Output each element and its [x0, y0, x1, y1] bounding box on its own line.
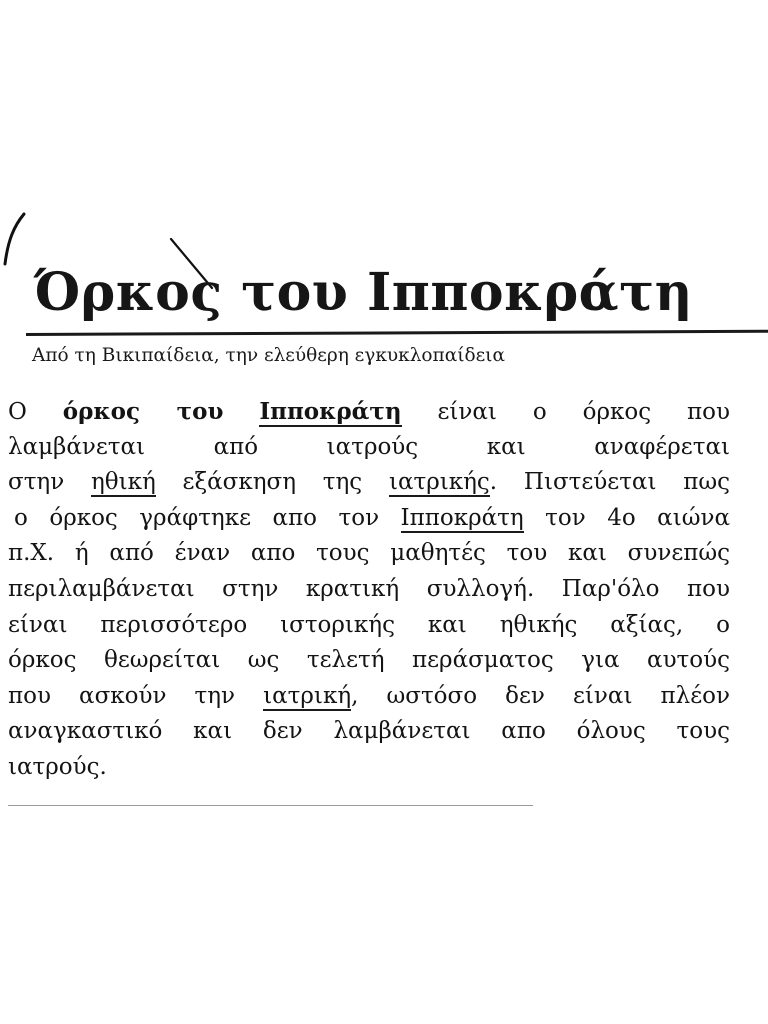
- body-text-segment: περιλαμβάνεται στην κρατική συλλογή. Παρ'όλο που: [8, 575, 730, 602]
- body-line: [8, 501, 730, 537]
- article-subtitle: Από τη Βικιπαίδεια, την ελεύθερη εγκυκλοπαίδεια: [32, 345, 505, 366]
- body-text-segment: που ασκούν την: [8, 682, 264, 709]
- body-text-segment: είναι ο όρκος που: [401, 399, 731, 425]
- article-title: Όρκος του Ιπποκράτη: [34, 262, 693, 323]
- body-text-segment: αναγκαστικό και δεν λαμβάνεται απο όλους τους: [8, 718, 730, 745]
- article-body: [8, 394, 730, 786]
- body-text-segment: Ο: [8, 399, 63, 425]
- body-line: [8, 608, 730, 644]
- body-text-segment: τον 4ο αιώνα: [523, 504, 730, 531]
- body-line: [8, 714, 730, 750]
- body-line: [8, 750, 730, 786]
- link-hippocrates[interactable]: Ιπποκράτη: [259, 398, 402, 425]
- body-line: [8, 536, 730, 572]
- body-text-segment: , ωστόσο δεν είναι πλέον: [351, 682, 730, 709]
- body-text-segment: όρκος θεωρείται ως τελετή περάσματος για αυτούς: [8, 647, 730, 674]
- link-medicine[interactable]: ιατρικής: [388, 469, 490, 496]
- link-hippocrates[interactable]: Ιπποκράτη: [400, 504, 524, 531]
- body-text-segment: . Πιστεύεται πως: [489, 469, 730, 496]
- body-text-segment: λαμβάνεται από ιατρούς και αναφέρεται: [8, 433, 730, 460]
- title-rule: [26, 330, 768, 336]
- link-ethics[interactable]: ηθική: [90, 469, 156, 496]
- body-line: [8, 679, 730, 715]
- body-text-segment: εξάσκηση της: [155, 469, 389, 496]
- body-line: [8, 572, 730, 608]
- body-line: [8, 465, 730, 501]
- body-line: [8, 643, 730, 679]
- body-line: [8, 430, 730, 466]
- body-text-segment: είναι περισσότερο ιστορικής και ηθικής αξίας, ο: [8, 611, 730, 638]
- body-text-segment: [223, 399, 259, 425]
- pen-mark-icon: [0, 212, 30, 272]
- body-text-segment: ο όρκος γράφτηκε απο τον: [14, 504, 401, 531]
- bold-term: όρκος του: [62, 398, 224, 425]
- body-text-segment: π.Χ. ή από έναν απο τους μαθητές του και συνεπώς: [8, 540, 730, 567]
- body-text-segment: στην: [8, 469, 91, 496]
- body-text-segment: ιατρούς.: [8, 753, 107, 780]
- body-line: [8, 394, 730, 430]
- link-medicine[interactable]: ιατρική: [263, 682, 352, 709]
- bottom-rule: [8, 805, 533, 806]
